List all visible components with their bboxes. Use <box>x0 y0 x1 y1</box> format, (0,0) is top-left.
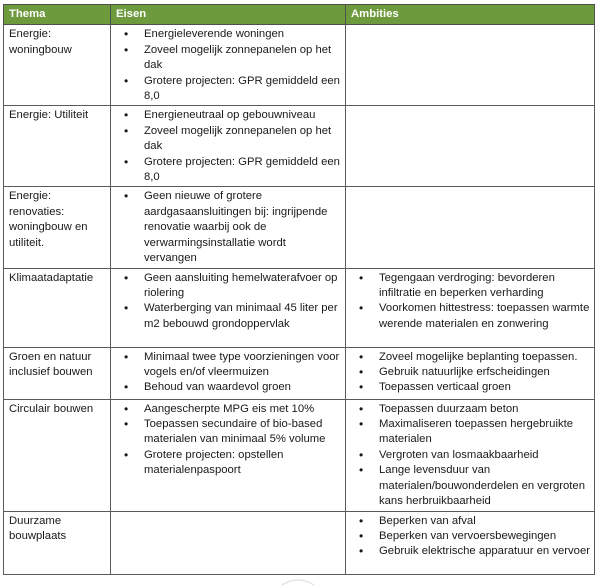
table-row <box>4 187 595 268</box>
list-item: • Zoveel mogelijk zonnepanelen op het dak <box>116 124 341 155</box>
list-item: • Grotere projecten: GPR gemiddeld een 8,0 <box>116 155 341 186</box>
eisen-cell <box>111 511 346 574</box>
list-item: • Maximaliseren toepassen hergebruikte materialen <box>351 417 590 448</box>
eisen-cell <box>111 25 346 106</box>
table-row <box>4 25 595 106</box>
ambities-cell <box>346 106 595 187</box>
faint-watermark-mark <box>278 575 318 587</box>
eisen-list <box>116 108 341 185</box>
list-item: • Waterberging van minimaal 45 liter per m2 bebouwd grondoppervlak <box>116 301 341 332</box>
header-ambities: Ambities <box>346 5 595 25</box>
ambities-list <box>351 514 590 560</box>
list-item: • Gebruik elektrische apparatuur en vervoer <box>351 544 590 559</box>
table-row <box>4 106 595 187</box>
list-item: • Tegengaan verdroging: bevorderen infiltratie en beperken verharding <box>351 271 590 302</box>
table-row <box>4 511 595 574</box>
ambities-cell <box>346 268 595 347</box>
list-item: • Aangescherpte MPG eis met 10% <box>116 402 341 417</box>
theme-cell: Circulair bouwen <box>4 399 111 511</box>
theme-cell: Klimaatadaptatie <box>4 268 111 347</box>
list-item: • Gebruik natuurlijke erfscheidingen <box>351 365 590 380</box>
ambities-list <box>351 271 590 333</box>
list-item: • Grotere projecten: GPR gemiddeld een 8,0 <box>116 74 341 105</box>
table-row <box>4 347 595 399</box>
theme-cell: Energie: renovaties: woningbouw en utiliteit. <box>4 187 111 268</box>
list-item: • Grotere projecten: opstellen materialenpaspoort <box>116 448 341 479</box>
list-item: • Toepassen secundaire of bio-based materialen van minimaal 5% volume <box>116 417 341 448</box>
eisen-cell <box>111 399 346 511</box>
ambities-cell <box>346 511 595 574</box>
ambities-cell <box>346 399 595 511</box>
list-item: • Toepassen duurzaam beton <box>351 402 590 417</box>
ambities-list <box>351 350 590 396</box>
header-eisen: Eisen <box>111 5 346 25</box>
table-header-row <box>4 5 595 25</box>
theme-cell: Energie: woningbouw <box>4 25 111 106</box>
list-item: • Geen aansluiting hemelwaterafvoer op riolering <box>116 271 341 302</box>
list-item: • Beperken van vervoersbewegingen <box>351 529 590 544</box>
list-item: • Vergroten van losmaakbaarheid <box>351 448 590 463</box>
list-item: • Zoveel mogelijk zonnepanelen op het dak <box>116 43 341 74</box>
eisen-list <box>116 189 341 266</box>
theme-cell: Energie: Utiliteit <box>4 106 111 187</box>
theme-cell: Duurzame bouwplaats <box>4 511 111 574</box>
list-item: • Minimaal twee type voorzieningen voor vogels en/of vleermuizen <box>116 350 341 381</box>
list-item: • Beperken van afval <box>351 514 590 529</box>
list-item: • Toepassen verticaal groen <box>351 380 590 395</box>
eisen-list <box>116 271 341 333</box>
eisen-list <box>116 402 341 479</box>
list-item: • Voorkomen hittestress: toepassen warmte werende materialen en zonwering <box>351 301 590 332</box>
list-item: • Zoveel mogelijke beplanting toepassen. <box>351 350 590 365</box>
header-thema: Thema <box>4 5 111 25</box>
eisen-cell <box>111 268 346 347</box>
list-item: • Lange levensduur van materialen/bouwonderdelen en vergroten kans herbruikbaarheid <box>351 463 590 509</box>
list-item: • Geen nieuwe of grotere aardgasaansluitingen bij: ingrijpende renovatie waarbij ook de verwarmingsinstallatie wordt vervangen <box>116 189 341 266</box>
eisen-list <box>116 27 341 104</box>
requirements-table <box>3 4 595 575</box>
ambities-list <box>351 402 590 510</box>
theme-cell: Groen en natuur inclusief bouwen <box>4 347 111 399</box>
table-row <box>4 268 595 347</box>
eisen-cell <box>111 347 346 399</box>
list-item: • Behoud van waardevol groen <box>116 380 341 395</box>
eisen-list <box>116 350 341 396</box>
ambities-cell <box>346 25 595 106</box>
table-row <box>4 399 595 511</box>
ambities-cell <box>346 347 595 399</box>
eisen-cell <box>111 187 346 268</box>
eisen-cell <box>111 106 346 187</box>
ambities-cell <box>346 187 595 268</box>
list-item: • Energieleverende woningen <box>116 27 341 42</box>
list-item: • Energieneutraal op gebouwniveau <box>116 108 341 123</box>
